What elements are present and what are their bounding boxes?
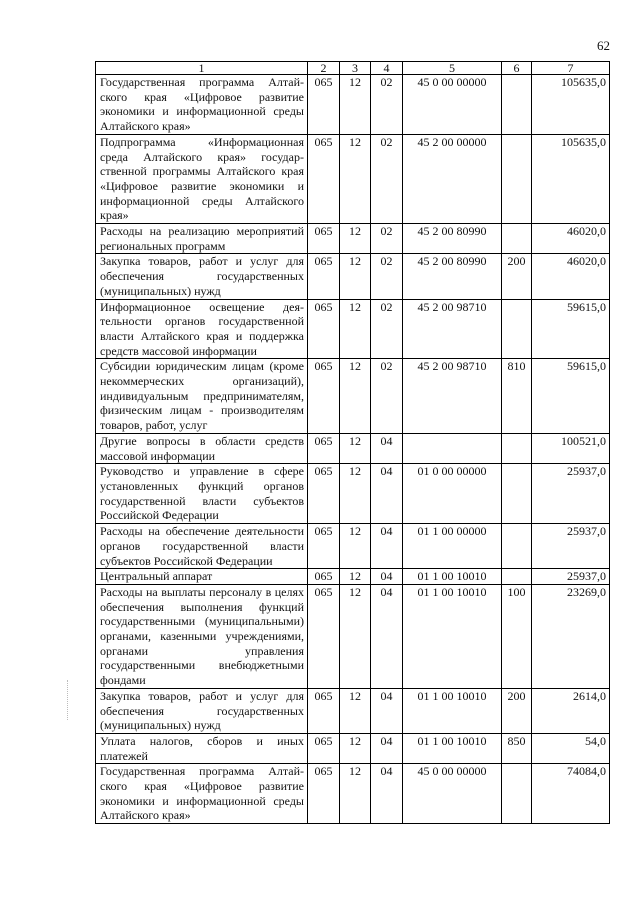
row-section: 12 xyxy=(340,524,371,569)
page-number: 62 xyxy=(597,38,610,53)
row-amount: 25937,0 xyxy=(532,464,610,524)
row-subsection: 04 xyxy=(371,433,403,463)
row-section: 12 xyxy=(340,688,371,733)
row-admin-code: 065 xyxy=(308,134,340,223)
row-amount: 2614,0 xyxy=(532,688,610,733)
row-description: Государственная программа Алтайского края «Цифровое развитие экономики и информационной среды Алтайского края» xyxy=(96,764,308,824)
table-row xyxy=(96,134,610,223)
row-amount: 105635,0 xyxy=(532,134,610,223)
row-subsection: 02 xyxy=(371,75,403,135)
row-expense-type: 200 xyxy=(502,254,532,299)
row-subsection: 02 xyxy=(371,134,403,223)
row-expense-type xyxy=(502,433,532,463)
row-admin-code: 065 xyxy=(308,224,340,254)
row-admin-code: 065 xyxy=(308,464,340,524)
row-subsection: 02 xyxy=(371,299,403,359)
row-amount: 105635,0 xyxy=(532,75,610,135)
row-section: 12 xyxy=(340,584,371,688)
table-row xyxy=(96,584,610,688)
row-amount: 25937,0 xyxy=(532,524,610,569)
row-section: 12 xyxy=(340,464,371,524)
row-admin-code: 065 xyxy=(308,733,340,763)
row-admin-code: 065 xyxy=(308,299,340,359)
row-target-code: 45 2 00 80990 xyxy=(403,254,502,299)
row-expense-type xyxy=(502,764,532,824)
row-target-code: 01 1 00 10010 xyxy=(403,584,502,688)
row-admin-code: 065 xyxy=(308,254,340,299)
table-row xyxy=(96,75,610,135)
row-subsection: 04 xyxy=(371,569,403,585)
row-description: Другие вопросы в области средств массовой информации xyxy=(96,433,308,463)
row-admin-code: 065 xyxy=(308,359,340,434)
row-expense-type: 200 xyxy=(502,688,532,733)
row-description: Расходы на выплаты персоналу в целях обеспечения выполнения функций государственными (муниципальными) органами, казенными учреждениями, органами управления государственными внебюджетными фондами xyxy=(96,584,308,688)
row-target-code: 01 1 00 00000 xyxy=(403,524,502,569)
margin-mark xyxy=(67,680,71,720)
row-expense-type xyxy=(502,524,532,569)
row-description: Субсидии юридическим лицам (кроме некоммерческих организаций), индивидуальным предпринимателям, физическим лицам - производителям товаров, работ, услуг xyxy=(96,359,308,434)
header-col-4: 4 xyxy=(371,62,403,75)
row-target-code: 45 2 00 98710 xyxy=(403,359,502,434)
row-description: Руководство и управление в сфере установленных функций органов государственной власти субъектов Российской Федерации xyxy=(96,464,308,524)
row-admin-code: 065 xyxy=(308,584,340,688)
row-admin-code: 065 xyxy=(308,764,340,824)
row-subsection: 02 xyxy=(371,359,403,434)
row-expense-type: 850 xyxy=(502,733,532,763)
row-section: 12 xyxy=(340,359,371,434)
row-section: 12 xyxy=(340,254,371,299)
row-section: 12 xyxy=(340,433,371,463)
row-expense-type xyxy=(502,224,532,254)
row-amount: 59615,0 xyxy=(532,359,610,434)
table-row xyxy=(96,764,610,824)
header-col-2: 2 xyxy=(308,62,340,75)
row-target-code: 01 1 00 10010 xyxy=(403,569,502,585)
header-col-7: 7 xyxy=(532,62,610,75)
row-description: Информационное освещение деятельности органов государственной власти Алтайского края и поддержка средств массовой информации xyxy=(96,299,308,359)
budget-table xyxy=(95,61,610,824)
row-target-code: 01 0 00 00000 xyxy=(403,464,502,524)
table-row xyxy=(96,433,610,463)
row-section: 12 xyxy=(340,75,371,135)
table-body xyxy=(96,75,610,824)
row-description: Центральный аппарат xyxy=(96,569,308,585)
row-target-code xyxy=(403,433,502,463)
row-expense-type: 810 xyxy=(502,359,532,434)
table-row xyxy=(96,299,610,359)
row-target-code: 01 1 00 10010 xyxy=(403,688,502,733)
row-description: Подпрограмма «Информационная среда Алтайского края» государственной программы Алтайского края «Цифровое развитие экономики и информационной среды Алтайского края» xyxy=(96,134,308,223)
table-row xyxy=(96,569,610,585)
row-amount: 23269,0 xyxy=(532,584,610,688)
row-target-code: 01 1 00 10010 xyxy=(403,733,502,763)
row-description: Закупка товаров, работ и услуг для обеспечения государственных (муниципальных) нужд xyxy=(96,688,308,733)
row-expense-type xyxy=(502,299,532,359)
row-description: Государственная программа Алтайского края «Цифровое развитие экономики и информационной среды Алтайского края» xyxy=(96,75,308,135)
row-admin-code: 065 xyxy=(308,688,340,733)
row-amount: 74084,0 xyxy=(532,764,610,824)
table-row xyxy=(96,688,610,733)
row-expense-type: 100 xyxy=(502,584,532,688)
row-section: 12 xyxy=(340,134,371,223)
table-row xyxy=(96,224,610,254)
row-amount: 25937,0 xyxy=(532,569,610,585)
row-description: Расходы на реализацию мероприятий региональных программ xyxy=(96,224,308,254)
row-description: Уплата налогов, сборов и иных платежей xyxy=(96,733,308,763)
header-row xyxy=(96,62,610,75)
row-target-code: 45 0 00 00000 xyxy=(403,75,502,135)
row-subsection: 04 xyxy=(371,764,403,824)
row-subsection: 04 xyxy=(371,688,403,733)
row-section: 12 xyxy=(340,569,371,585)
row-subsection: 04 xyxy=(371,584,403,688)
row-section: 12 xyxy=(340,733,371,763)
row-subsection: 02 xyxy=(371,224,403,254)
row-expense-type xyxy=(502,569,532,585)
row-admin-code: 065 xyxy=(308,75,340,135)
header-col-5: 5 xyxy=(403,62,502,75)
header-col-3: 3 xyxy=(340,62,371,75)
row-admin-code: 065 xyxy=(308,433,340,463)
row-amount: 54,0 xyxy=(532,733,610,763)
row-description: Расходы на обеспечение деятельности органов государственной власти субъектов Российской Федерации xyxy=(96,524,308,569)
row-expense-type xyxy=(502,134,532,223)
row-section: 12 xyxy=(340,224,371,254)
row-expense-type xyxy=(502,75,532,135)
row-amount: 59615,0 xyxy=(532,299,610,359)
header-col-1: 1 xyxy=(96,62,308,75)
row-subsection: 02 xyxy=(371,254,403,299)
table-row xyxy=(96,254,610,299)
row-description: Закупка товаров, работ и услуг для обеспечения государственных (муниципальных) нужд xyxy=(96,254,308,299)
table-row xyxy=(96,464,610,524)
row-amount: 46020,0 xyxy=(532,224,610,254)
row-amount: 100521,0 xyxy=(532,433,610,463)
row-admin-code: 065 xyxy=(308,524,340,569)
table-row xyxy=(96,524,610,569)
header-col-6: 6 xyxy=(502,62,532,75)
row-subsection: 04 xyxy=(371,524,403,569)
row-subsection: 04 xyxy=(371,464,403,524)
row-target-code: 45 2 00 80990 xyxy=(403,224,502,254)
row-section: 12 xyxy=(340,299,371,359)
row-section: 12 xyxy=(340,764,371,824)
row-target-code: 45 2 00 98710 xyxy=(403,299,502,359)
row-target-code: 45 0 00 00000 xyxy=(403,764,502,824)
row-amount: 46020,0 xyxy=(532,254,610,299)
table-row xyxy=(96,359,610,434)
row-expense-type xyxy=(502,464,532,524)
row-admin-code: 065 xyxy=(308,569,340,585)
row-subsection: 04 xyxy=(371,733,403,763)
table-row xyxy=(96,733,610,763)
row-target-code: 45 2 00 00000 xyxy=(403,134,502,223)
